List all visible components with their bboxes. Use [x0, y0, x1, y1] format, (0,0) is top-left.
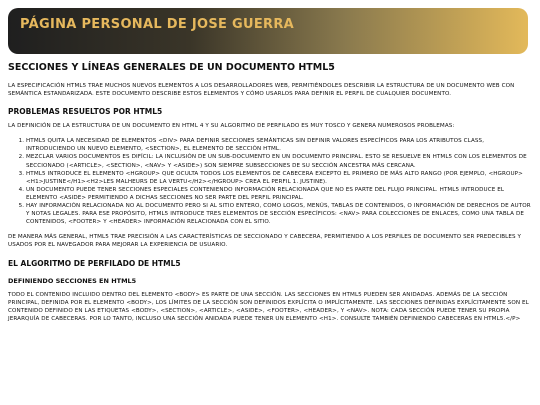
list-item: 4. UN DOCUMENTO PUEDE TENER SECCIONES ESPECIALES CONTENIENDO INFORMACIÓN RELACIONADA QUE NO ES PARTE DEL FLUJO PRINCIPAL. HTML5 INTRODUCE EL ELEMENTO <ASIDE> PERMITIENDO A DICHAS SECCIONES NO SER PARTE DEL PERFIL PRINCIPAL.: [26, 186, 532, 202]
algorithm-heading: EL ALGORITMO DE PERFILADO DE HTML5: [8, 258, 181, 268]
site-title: PÁGINA PERSONAL DE JOSE GUERRA: [20, 17, 294, 32]
intro-paragraph: LA ESPECIFICACIÓN HTML5 TRAE MUCHOS NUEVOS ELEMENTOS A LOS DESARROLLADORES WEB, PERMITIÉNDOLES DESCRIBIR LA ESTRUCTURA DE UN DOCUMENTO WEB CON SEMÁNTICA ESTANDARIZADA. ESTE DOCUMENTO DESCRIBE ESTOS ELEMENTOS Y CÓMO USARLOS PARA DEFINIR EL PERFIL DE CUALQUIER DOCUMENTO.: [8, 83, 515, 98]
list-item: 5. HAY INFORMACIÓN RELACIONADA NO AL DOCUMENTO PERO SI AL SITIO ENTERO, COMO LOGOS, MENÚS, TABLAS DE CONTENIDOS, O INFORMACIÓN DE DERECHOS DE AUTOR Y NOTAS LEGALES. PARA ESE PROPÓSITO, HTML5 INTRODUCE TRES ELEMENTOS DE SECCIÓN ESPECÍFICOS: <NAV> PARA COLECCIONES DE ENLACES, COMO UNA TABLA DE CONTENIDOS, <FOOTER> Y <HEADER> INFORMACIÓN RELACIONADA CON EL SITIO.: [26, 202, 532, 226]
sections-subheading: DEFINIENDO SECCIONES EN HTML5: [8, 276, 137, 285]
problems-lead: LA DEFINICIÓN DE LA ESTRUCTURA DE UN DOCUMENTO EN HTML 4 Y SU ALGORITMO DE PERFILADO ES MUY TOSCO Y GENERA NUMEROSOS PROBLEMAS:: [8, 123, 455, 130]
list-item: 3. HTML5 INTRODUCE EL ELEMENTO <HGROUP> QUE OCULTA TODOS LOS ELEMENTOS DE CABECERA EXCEPTO EL PRIMERO DE MÁS ALTO RANGO (POR EJEMPLO, <HGROUP><H1>JUSTINE</H1><H2>LES MALHEURS DE LA VERTU</H2></HGROUP> CREA EL PERFIL 1. JUSTINE).: [26, 170, 532, 186]
sections-paragraph: TODO EL CONTENIDO INCLUIDO DENTRO DEL ELEMENTO <BODY> ES PARTE DE UNA SECCIÓN. LAS SECCIONES EN HTML5 PUEDEN SER ANIDADAS. ADEMÁS DE LA SECCIÓN PRINCIPAL, DEFINIDA POR EL ELEMENTO <BODY>, LOS LÍMITES DE LA SECCIÓN SON DEFINIDOS EXPLÍCITA O IMPLÍCITAMENTE. LAS SECCIONES DEFINIDAS EXPLÍCITAMENTE SON EL CONTENIDO DEFINIDO EN LAS ETIQUETAS <BODY>, <SECTION>, <ARTICLE>, <ASIDE>, <FOOTER>, <HEADER>, Y <NAV>. NOTA: CADA SECCIÓN PUEDE TENER SU PROPIA JERARQUÍA DE CABECERAS. POR LO TANTO, INCLUSO UNA SECCIÓN ANIDADA PUEDE TENER UN ELEMENTO <H1>. CONSULTE TAMBIÉN DEFINIENDO CABECERAS EN HTML5.</P>: [8, 291, 529, 322]
problems-conclusion: DE MANERA MÁS GENERAL, HTML5 TRAE PRECISIÓN A LAS CARACTERÍSTICAS DE SECCIONADO Y CABECERA, PERMITIENDO A LOS PERFILES DE DOCUMENTO SER PREDECIBLES Y USADOS POR EL NAVEGADOR PARA MEJORAR LA EXPERIENCIA DE USUARIO.: [8, 234, 522, 249]
page-heading: SECCIONES Y LÍNEAS GENERALES DE UN DOCUMENTO HTML5: [8, 62, 335, 73]
main-content: [8, 62, 532, 323]
header-banner: [8, 8, 528, 54]
list-item: 2. MEZCLAR VARIOS DOCUMENTOS ES DIFÍCIL: LA INCLUSIÓN DE UN SUB-DOCUMENTO EN UN DOCUMENTO PRINCIPAL. ESTO SE RESUELVE EN HTML5 CON LOS ELEMENTOS DE SECCIONADO (<ARTICLE>, <SECTION>, <NAV> Y <ASIDE>) SON SIEMPRE SUBSECCIONES DE SU SECCIÓN ANCESTRA MÁS CERCANA.: [26, 153, 532, 169]
list-item: 1. HTML5 QUITA LA NECESIDAD DE ELEMENTOS <DIV> PARA DEFINIR SECCIONES SEMÁNTICAS SIN DEFINIR VALORES ESPECÍFICOS PARA LOS ATRIBUTOS CLASS, INTRODUCIENDO UN NUEVO ELEMENTO, <SECTION>, EL ELEMENTO DE SECCIÓN HTML.: [26, 137, 532, 153]
problems-heading: PROBLEMAS RESUELTOS POR HTML5: [8, 107, 163, 117]
problems-list: [8, 137, 532, 226]
